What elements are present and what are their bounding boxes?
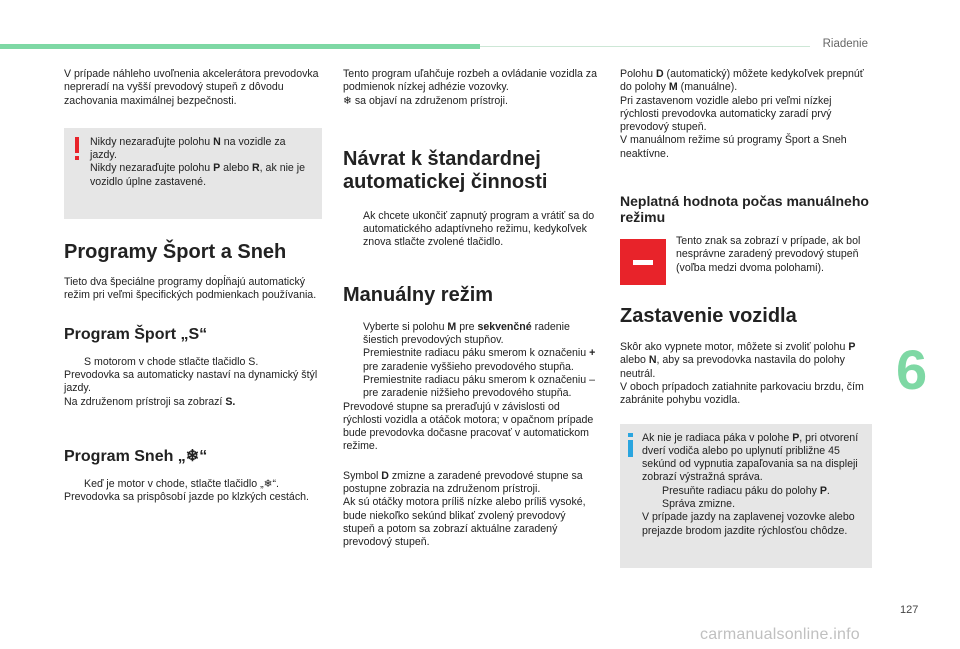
heading-programs: Programy Šport a Sneh: [64, 241, 287, 264]
column-right: [620, 68, 872, 568]
watermark: carmanualsonline.info: [700, 626, 860, 643]
sport-display-text: Na združenom prístroji sa zobrazí S.: [64, 395, 236, 408]
header-accent-bar: [0, 44, 480, 49]
return-bullet: Ak chcete ukončiť zapnutý program a vrátiť sa do automatického adaptívneho režimu, kedykoľvek znova stlačte zvolené tlačidlo.: [343, 210, 599, 250]
symbol-paragraph-2: Ak sú otáčky motora príliš nízke alebo príliš vysoké, bude niekoľko sekúnd blikať zvolený prevodový stupeň a potom sa zobrazí aktuálne zaradený prevodový stupeň.: [343, 496, 586, 549]
programs-paragraph: Tieto dva špeciálne programy dopĺňajú automatický režim pri veľmi špecifických podmienkach používania.: [64, 276, 317, 302]
snow-bullet: Keď je motor v chode, stlačte tlačidlo „❄“.: [64, 478, 322, 491]
bullet-marker-icon: [64, 356, 84, 369]
warning-icon: [75, 137, 79, 161]
bullet-marker-icon: [642, 485, 662, 512]
mode-switch-paragraph: Polohu D (automatický) môžete kedykoľvek prepnúť do polohy M (manuálne).: [620, 68, 864, 94]
info-bullet: Presuňte radiacu páku do polohy P. Správa zmizne.: [642, 485, 864, 512]
warning-line-1: Nikdy nezaraďujte polohu N na vozidle za jazdy.: [90, 135, 286, 162]
heading-invalid-value: Neplatná hodnota počas manuálneho režimu: [620, 193, 869, 226]
bullet-marker-icon: [343, 374, 363, 401]
invalid-value-text: Tento znak sa zobrazí v prípade, ak bol nesprávne zaradený prevodový stupeň (voľba medzi dvoma polohami).: [676, 235, 861, 274]
column-left: [64, 68, 322, 504]
programs-inactive-paragraph: V manuálnom režime sú programy Šport a Sneh neaktívne.: [620, 134, 847, 160]
heading-sport: Program Šport „S“: [64, 325, 208, 343]
manual-bullet-2: Premiestnite radiacu páku smerom k označeniu + pre zaradenie vyššieho prevodového stupňa.: [343, 347, 599, 374]
heading-snow: Program Sneh „❄“: [64, 447, 208, 465]
info-line-1: Ak nie je radiaca páka v polohe P, pri otvorení dverí vodiča alebo po uplynutí približne 45 sekúnd od vypnutia zapaľovania sa na displeji zobrazí výstražná správa.: [642, 431, 859, 484]
stop-paragraph-2: V oboch prípadoch zatiahnite parkovaciu brzdu, čím zabránite pohybu vozidla.: [620, 380, 864, 407]
chapter-number: 6: [896, 338, 928, 401]
page-number: 127: [900, 604, 919, 616]
sport-text: Prevodovka sa automaticky nastaví na dynamický štýl jazdy.: [64, 368, 318, 395]
bullet-marker-icon: [64, 478, 84, 491]
manual-bullet-3: Premiestnite radiacu páku smerom k označeniu – pre zaradenie nižšieho prevodového stupňa.: [343, 374, 599, 401]
invalid-value-block: [620, 235, 872, 287]
heading-return: Návrat k štandardnej automatickej činnosti: [343, 147, 548, 193]
header-rule: [480, 46, 810, 47]
bullet-marker-icon: [343, 347, 363, 374]
column-middle: [343, 68, 599, 550]
intro-paragraph: Tento program uľahčuje rozbeh a ovládanie vozidla za podmienok nízkej adhézie vozovky.: [343, 68, 597, 94]
symbol-paragraph: Symbol D zmizne a zaradené prevodové stupne sa postupne zobrazia na združenom prístroji.: [343, 469, 583, 496]
snow-text: Prevodovka sa prispôsobí jazde po klzkých cestách.: [64, 491, 309, 504]
invalid-gear-icon: [620, 239, 666, 285]
manual-paragraph: Prevodové stupne sa preraďujú v závislosti od rýchlosti vozidla a otáčok motora; v opačnom prípade bude prevodovka dočasne pracovať v automatickom režime.: [343, 400, 594, 453]
snow-indicator-text: ❄ sa objaví na združenom prístroji.: [343, 94, 508, 107]
heading-stop: Zastavenie vozidla: [620, 305, 797, 328]
heading-manual: Manuálny režim: [343, 283, 494, 306]
stop-paragraph: Skôr ako vypnete motor, môžete si zvoliť polohu P alebo N, aby sa prevodovka nastavila do polohy neutrál.: [620, 341, 856, 380]
low-speed-paragraph: Pri zastavenom vozidle alebo pri veľmi nízkej rýchlosti prevodovka automaticky zaradí prvý prevodový stupeň.: [620, 94, 832, 134]
section-title: Riadenie: [822, 38, 868, 50]
warning-line-2: Nikdy nezaraďujte polohu P alebo R, ak nie je vozidlo úplne zastavené.: [90, 162, 306, 188]
info-icon: [628, 433, 633, 457]
manual-bullet-1: Vyberte si polohu M pre sekvenčné radenie šiestich prevodových stupňov.: [343, 321, 599, 348]
info-line-3: V prípade jazdy na zaplavenej vozovke alebo prejazde brodom jazdite rýchlosťou chôdze.: [642, 511, 855, 537]
bullet-marker-icon: [343, 210, 363, 250]
info-box: [620, 424, 872, 568]
intro-paragraph: V prípade náhleho uvoľnenia akcelerátora prevodovka nepreradí na vyšší prevodový stupeň z dôvodu zachovania maximálnej bezpečnosti.: [64, 68, 319, 107]
bullet-marker-icon: [343, 321, 363, 348]
sport-bullet: S motorom v chode stlačte tlačidlo S.: [64, 356, 322, 369]
warning-box: [64, 128, 322, 219]
